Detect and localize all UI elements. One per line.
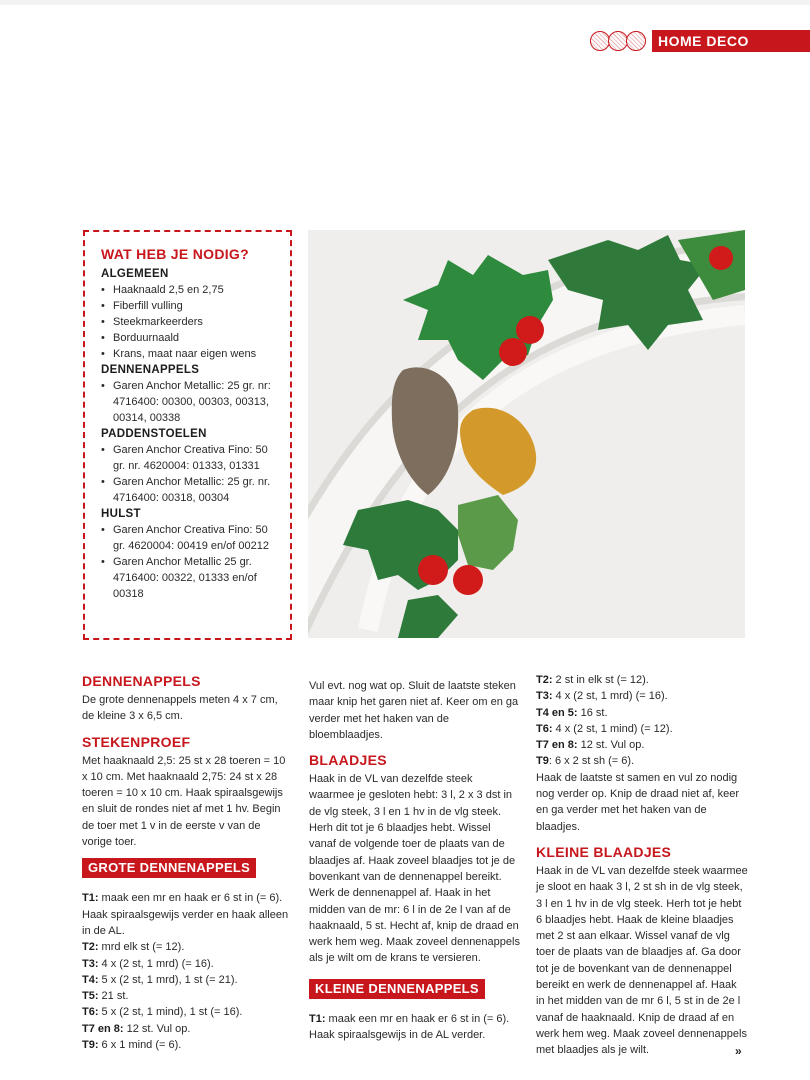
round-instruction: T2: 2 st in elk st (= 12). [536, 674, 649, 686]
paragraph: De grote dennenappels meten 4 x 7 cm, de kleine 3 x 6,5 cm. [82, 694, 278, 723]
group-heading: HULST [101, 508, 141, 520]
round-instruction: T2: mrd elk st (= 12). [82, 941, 185, 954]
round-instruction: T6: 5 x (2 st, 1 mind), 1 st (= 16). [82, 1006, 243, 1019]
list-item: • Krans, maat naar eigen wens [101, 346, 280, 362]
materials-box [83, 230, 292, 640]
list-item: • Garen Anchor Creativa Fino: 50 gr. nr. 4620004: 01333, 01331 [101, 442, 280, 474]
text-column-1 [82, 672, 292, 1053]
yarn-ball-icon [608, 31, 628, 51]
round-instruction: T9: 6 x 1 mind (= 6). [82, 1039, 182, 1052]
paragraph: Met haaknaald 2,5: 25 st x 28 toeren = 10 x 10 cm. Met haaknaald 2,75: 24 st x 28 toeren = 10 x 10 cm. Haak spiraalsgewijs en sluit de rondes niet af met 1 hv. Begin de toer met 1 v in de eerste v van de vorige toer. [82, 754, 286, 849]
list-item: • Garen Anchor Creativa Fino: 50 gr. 4620004: 00419 en/of 00212 [101, 522, 280, 554]
list-item: • Borduurnaald [101, 330, 280, 346]
yarn-ball-icon [626, 31, 646, 51]
round-instruction: T4: 5 x (2 st, 1 mrd), 1 st (= 21). [82, 973, 238, 986]
list-item: • Garen Anchor Metallic: 25 gr. nr. 4716400: 00318, 00304 [101, 474, 280, 506]
section-header [652, 30, 810, 52]
section-title: HOME DECO [658, 33, 749, 49]
top-edge [0, 0, 810, 5]
paragraph: Haak in de VL van dezelfde steek waarmee je gesloten hebt: 3 l, 2 x 3 dst in de vlg steek, 3 l en 1 hv in de vlg steek. Herh dit tot je 6 blaadjes hebt. Wissel vanaf de volgende toer de plaats van de blaadjes af. Haak zoveel blaadjes tot je de bovenkant van de dennenappel bereikt. Werk de dennenappel af. Haak in het midden van de mr: 6 l in de 2e l van af de haaknaald, 5 st. Hecht af, knip de draad en werk hem weg. Maak zoveel dennenappels als je wilt om de krans te versieren. [309, 773, 520, 965]
text-column-3 [536, 672, 748, 1059]
group-list [101, 442, 280, 506]
round-instruction: T9: 6 x 2 st sh (= 6). [536, 755, 635, 768]
round-instruction: T7 en 8: 12 st. Vul op. [536, 739, 645, 752]
round-instruction: T1: maak een mr en haak er 6 st in (= 6). Haak spiraalsgewijs in de AL verder. [309, 1012, 510, 1042]
list-item: • Steekmarkeerders [101, 314, 280, 330]
heading-stekenproef: STEKENPROEF [82, 733, 191, 750]
wreath-photo [308, 230, 745, 638]
materials-title: WAT HEB JE NODIG? [101, 246, 249, 262]
yarn-ball-icon [590, 31, 610, 51]
group-list [101, 522, 280, 602]
list-item: • Garen Anchor Metallic 25 gr. 4716400: 00322, 01333 en/of 00318 [101, 554, 280, 602]
group-heading: ALGEMEEN [101, 268, 169, 280]
wreath-illustration [308, 230, 745, 638]
round-instruction: T7 en 8: 12 st. Vul op. [82, 1022, 191, 1035]
group-heading: DENNENAPPELS [101, 364, 200, 376]
paragraph: Haak de laatste st samen en vul zo nodig nog verder op. Knip de draad niet af, keer en ga verder met het haken van de blaadjes. [536, 771, 740, 833]
round-instruction: T5: 21 st. [82, 990, 129, 1003]
heading-grote-dennenappels: GROTE DENNENAPPELS [82, 858, 256, 878]
round-instruction: T3: 4 x (2 st, 1 mrd) (= 16). [82, 957, 214, 970]
continue-arrow-icon: » [735, 1044, 742, 1058]
list-item: • Haaknaald 2,5 en 2,75 [101, 282, 280, 298]
heading-blaadjes: BLAADJES [309, 752, 387, 769]
yarn-balls-logo [590, 31, 648, 51]
group-list [101, 378, 280, 426]
round-instruction: T6: 4 x (2 st, 1 mind) (= 12). [536, 722, 673, 735]
round-instruction: T3: 4 x (2 st, 1 mrd) (= 16). [536, 690, 668, 703]
round-instruction: T1: maak een mr en haak er 6 st in (= 6). Haak spiraalsgewijs verder en haak alleen in de AL. [82, 892, 289, 937]
round-instruction: T4 en 5: 16 st. [536, 706, 608, 719]
paragraph: Vul evt. nog wat op. Sluit de laatste steken maar knip het garen niet af. Keer om en ga verder met het haken van de bloemblaadjes. [309, 680, 519, 741]
heading-dennenappels: DENNENAPPELS [82, 673, 201, 689]
heading-kleine-blaadjes: KLEINE BLAADJES [536, 843, 672, 860]
group-heading: PADDENSTOELEN [101, 428, 207, 440]
paragraph: Haak in de VL van dezelfde steek waarmee je sloot en haak 3 l, 2 st sh in de vlg steek, 3 l en 1 hv in de vlg steek. Herh tot je hebt 6 blaadjes hebt. Haak de kleine blaadjes met 2 st aan elkaar. Wissel vanaf de vlg toer de plaats van de blaadjes af. Ga door tot je de bovenkant van de dennenappel bereikt en werk de dennenappel af. Haak in het midden van de mr 6 l, 5 st in de 2e l vanaf de haaknaald. Knip de draad af en werk hem weg. Maak zoveel dennenappels met blaadjes als je wilt. [536, 864, 748, 1057]
list-item: • Fiberfill vulling [101, 298, 280, 314]
heading-kleine-dennenappels: KLEINE DENNENAPPELS [309, 979, 485, 999]
text-column-2 [309, 678, 520, 1043]
list-item: • Garen Anchor Metallic: 25 gr. nr: 4716400: 00300, 00303, 00313, 00314, 00338 [101, 378, 280, 426]
group-list [101, 282, 280, 362]
